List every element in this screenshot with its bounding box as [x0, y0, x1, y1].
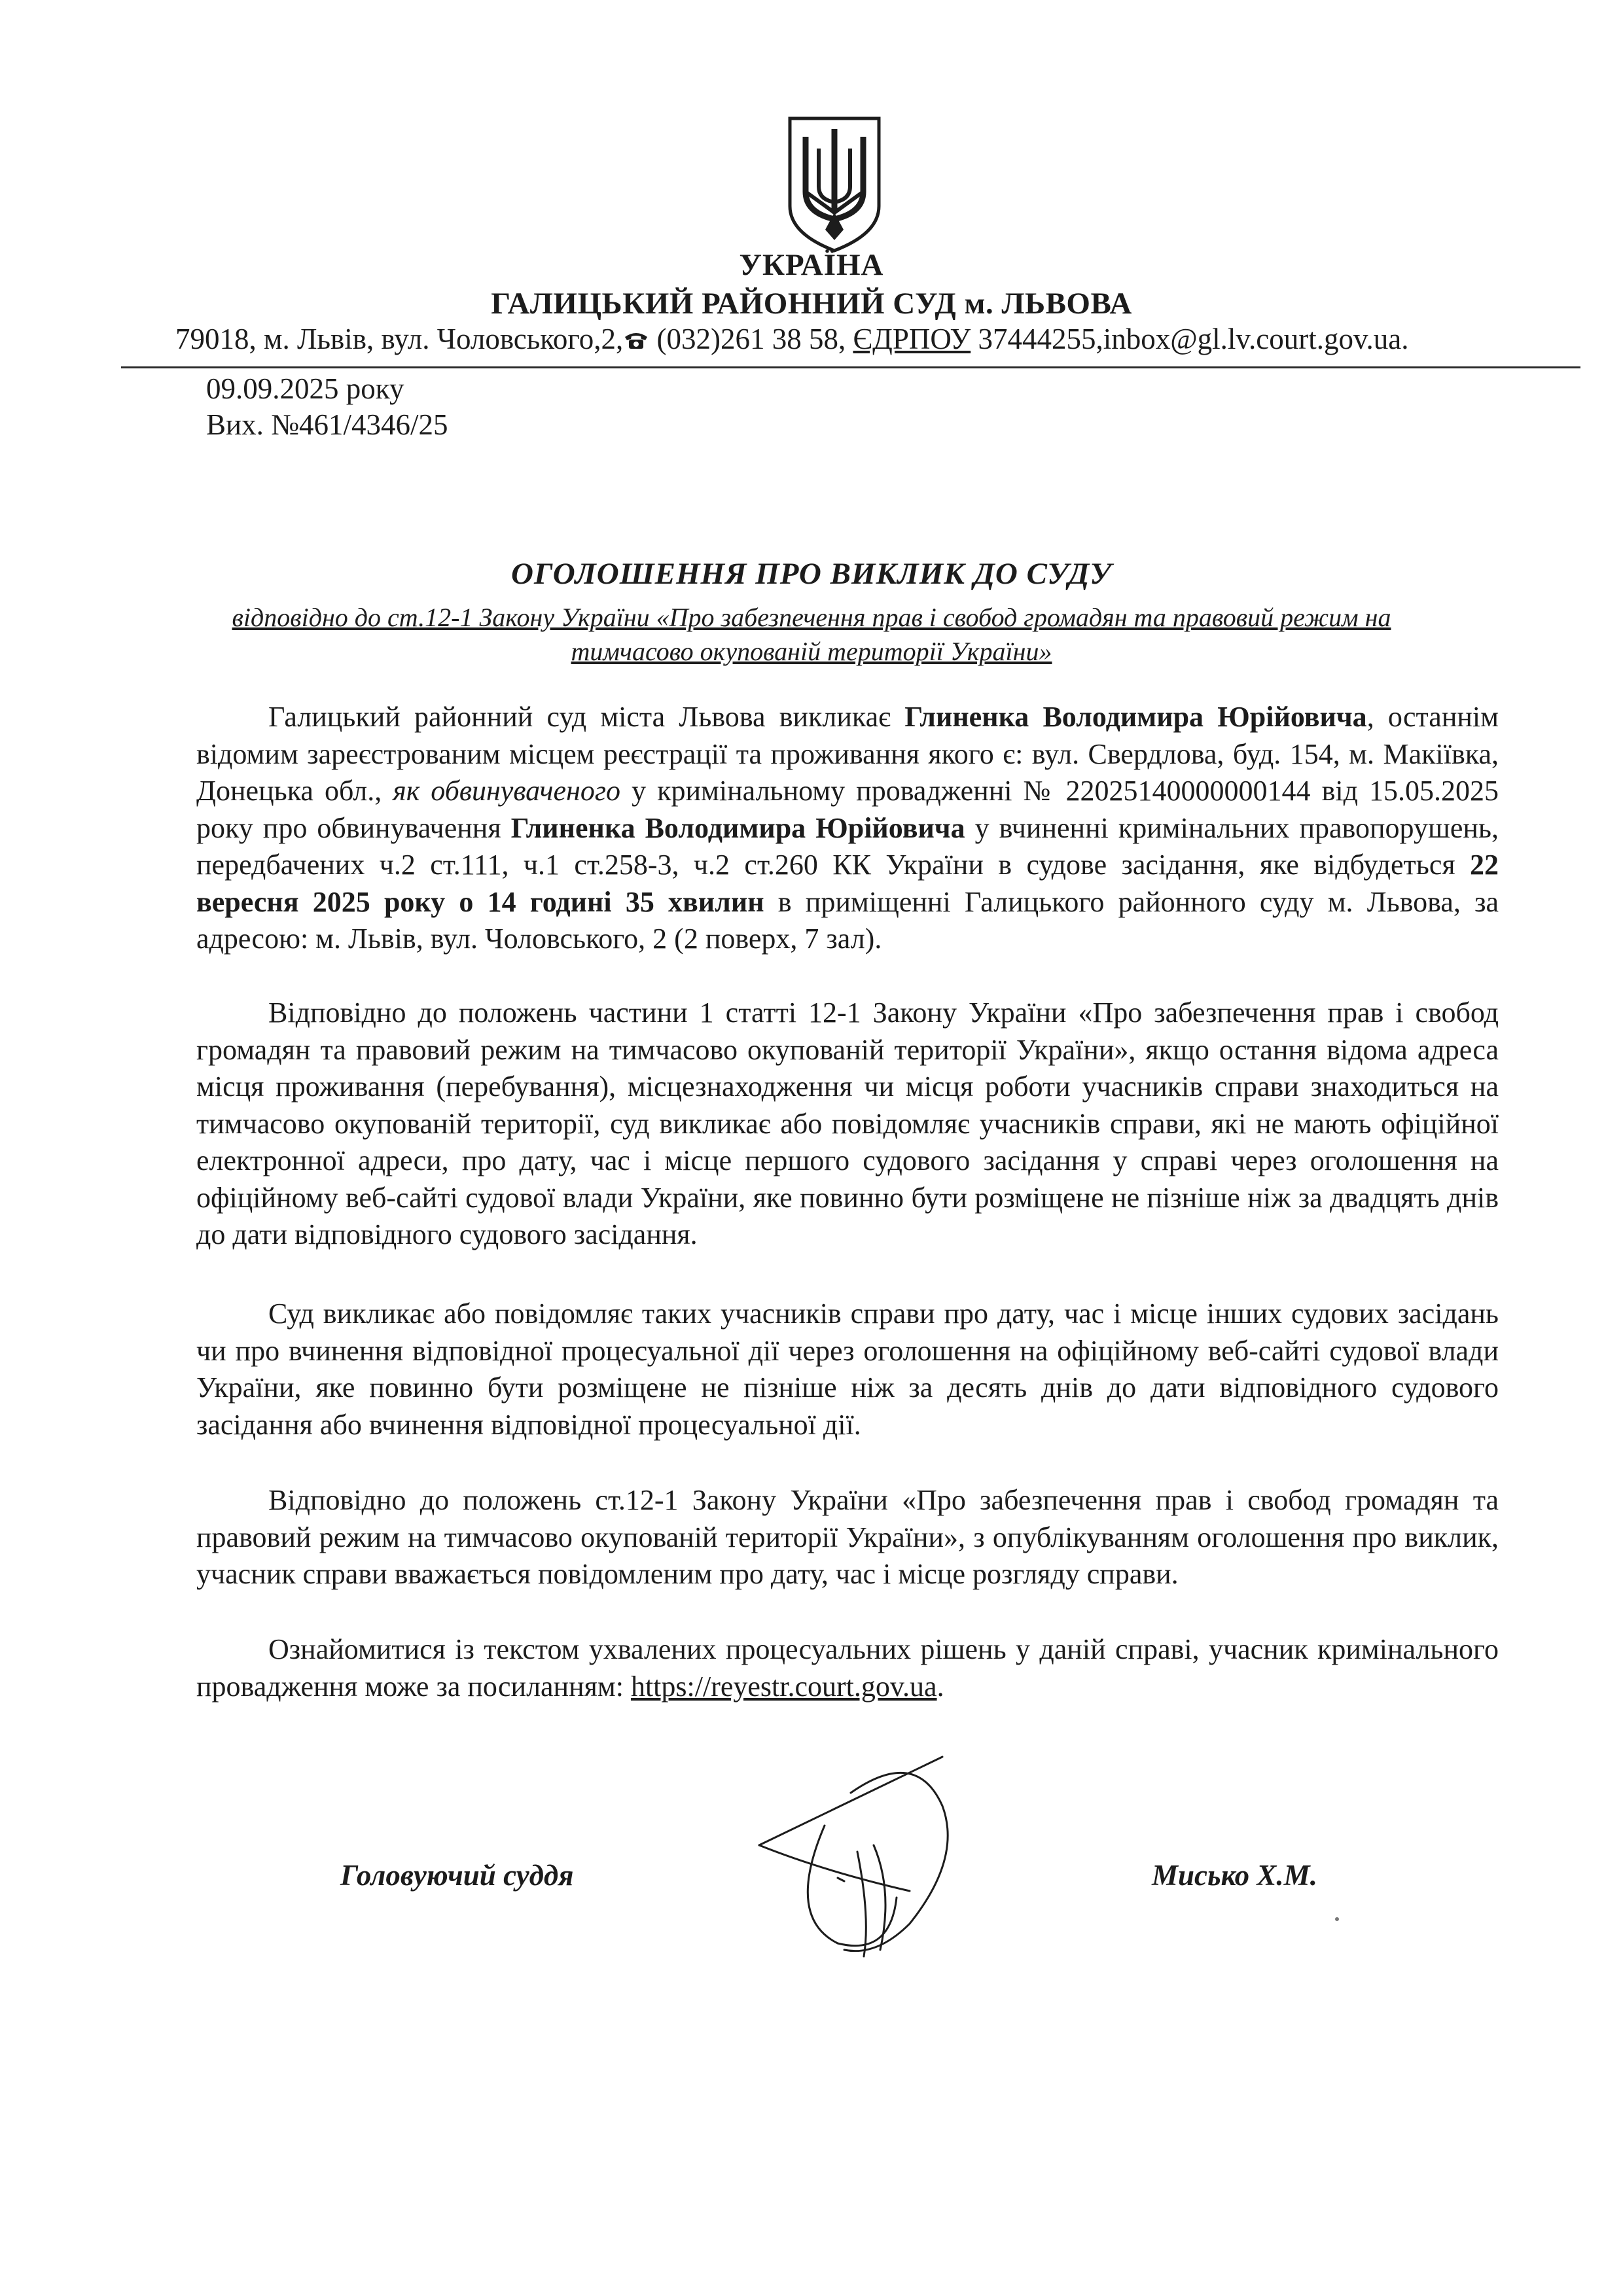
court-registry-link[interactable]: https://reyestr.court.gov.ua — [630, 1670, 937, 1703]
edrpou-and-email: 37444255,inbox@gl.lv.court.gov.ua. — [978, 323, 1409, 355]
notice-subtitle: відповідно до ст.12-1 Закону України «Про забезпечення прав і свобод громадян та правовий режим на тимчасово окупованій території України» — [232, 603, 1391, 666]
legal-basis-paragraph: Відповідно до положень частини 1 статті 12-1 Закону України «Про забезпечення прав і свобод громадян та правовий режим на тимчасово окупованій території України», якщо остання відома адреса місця проживання (перебування), місцезнаходження чи місця роботи учасників справи знаходиться на тимчасово окупованій території, суд викликає або повідомляє учасників справи, які не мають офіційної електронної адреси, про дату, час і місце першого судового засідання у справі через оголошення на офіційному веб-сайті судової влади України, яке повинно бути розміщене не пізніше ніж за двадцять днів до дати відповідного судового засідання. — [196, 997, 1499, 1250]
court-address: 79018, м. Львів, вул. Чоловського,2, — [175, 323, 624, 355]
edrpou-label: ЄДРПОУ — [853, 323, 971, 355]
notice-title: ОГОЛОШЕННЯ ПРО ВИКЛИК ДО СУДУ — [511, 557, 1112, 591]
procedural-status: як обвинуваченого — [393, 775, 621, 807]
other-hearings-paragraph: Суд викликає або повідомляє таких учасників справи про дату, час і місце інших судових засідань чи про вчинення відповідної процесуальної дії через оголошення на офіційному веб-сайті судової влади України, яке повинно бути розміщене не пізніше ніж за десять днів до дати відповідного судового засідання або вчинення відповідної процесуальної дії. — [196, 1298, 1499, 1441]
outgoing-number: Вих. №461/4346/25 — [206, 408, 448, 441]
defendant-name: Глиненка Володимира Юрійовича — [904, 701, 1367, 733]
letter-date: 09.09.2025 року — [206, 372, 404, 405]
court-name-heading: ГАЛИЦЬКИЙ РАЙОННИЙ СУД м. ЛЬВОВА — [491, 287, 1132, 321]
country-heading: УКРАЇНА — [739, 248, 884, 282]
scan-speck — [1335, 1917, 1339, 1921]
hearing-datetime: 22 вересня 2025 року о 14 годині 35 хвилин — [196, 849, 1499, 918]
court-contact-line — [175, 322, 1596, 356]
registry-link-paragraph: Ознайомитися із текстом ухвалених процесуальних рішень у даній справі, учасник кримінального провадження може за посиланням: https://reyestr.court.gov.ua. — [196, 1633, 1499, 1703]
judge-role: Головуючий суддя — [340, 1859, 574, 1892]
telephone-icon — [623, 330, 649, 350]
trident-coat-of-arms-icon — [782, 115, 887, 255]
judge-signature — [746, 1747, 982, 1963]
header-divider — [121, 366, 1580, 368]
summons-paragraph: Галицький районний суд міста Львова викликає Глиненка Володимира Юрійовича, останнім відомим зареєстрованим місцем реєстрації та проживання якого є: вул. Свердлова, буд. 154, м. Макіївка, Донецька обл., як обвинуваченого у кримінальному провадженні № 22025140000000144 від 15.05.2025 року про обвинувачення Глиненка Володимира Юрійовича у вчиненні кримінальних правопорушень, передбачених ч.2 ст.111, ч.1 ст.258-3, ч.2 ст.260 КК України в судове засідання, яке відбудеться 22 вересня 2025 року о 14 годині 35 хвилин в приміщенні Галицького районного суду м. Львова, за адресою: м. Львів, вул. Чоловського, 2 (2 поверх, 7 зал). — [196, 701, 1499, 955]
defendant-name: Глиненка Володимира Юрійовича — [510, 811, 965, 844]
notification-effect-paragraph: Відповідно до положень ст.12-1 Закону України «Про забезпечення прав і свобод громадян та правовий режим на тимчасово окупованій території України», з опублікуванням оголошення про виклик, учасник справи вважається повідомленим про дату, час і місце розгляду справи. — [196, 1484, 1499, 1590]
judge-name: Мисько Х.М. — [1152, 1859, 1317, 1892]
court-phone: (032)261 38 58, — [656, 323, 846, 355]
